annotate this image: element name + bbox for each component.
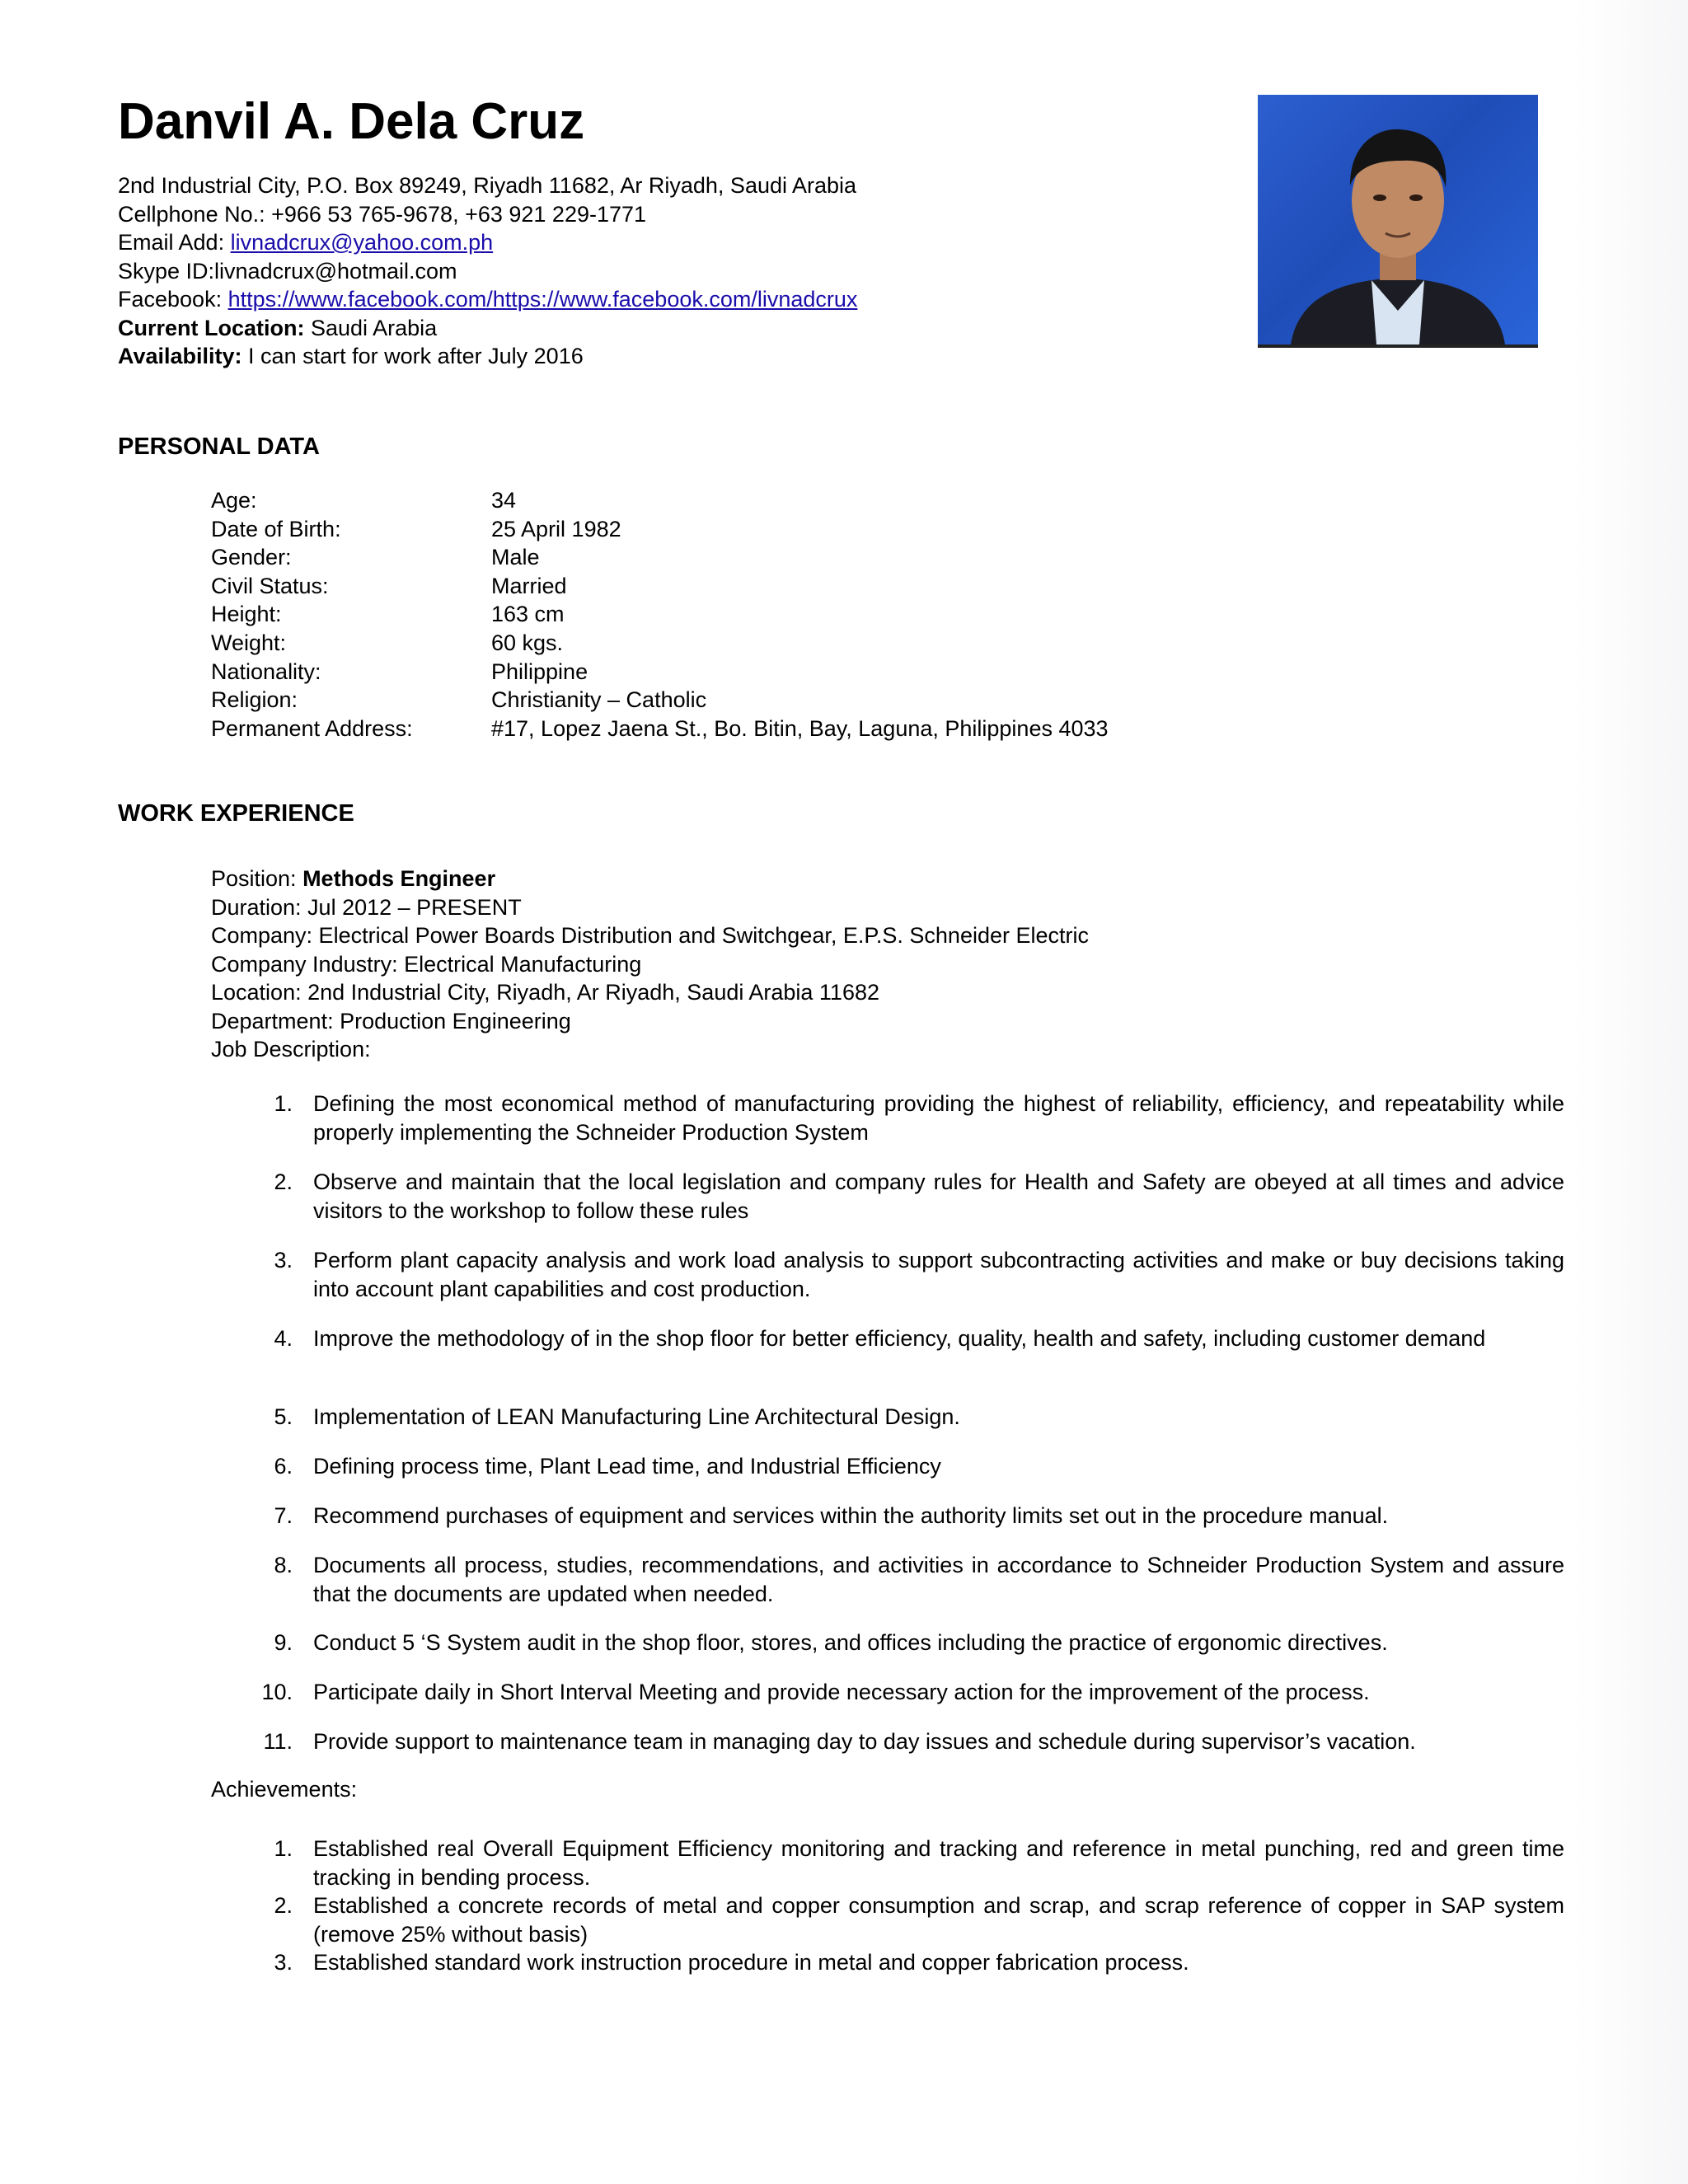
resume-header (118, 89, 1189, 371)
table-row (211, 686, 1109, 715)
item-number: 2. (274, 1169, 293, 1194)
item-text: Implementation of LEAN Manufacturing Line Architectural Design. (313, 1404, 960, 1429)
position-value: Methods Engineer (302, 866, 496, 891)
person-portrait-icon (1258, 95, 1538, 344)
achievements-label: Achievements: (211, 1777, 358, 1802)
item-text: Observe and maintain that the local legislation and company rules for Health and Safety are obeyed at all times and advice visitors to the workshop to follow these rules (313, 1169, 1564, 1223)
address: 2nd Industrial City, P.O. Box 89249, Riyadh 11682, Ar Riyadh, Saudi Arabia (118, 173, 857, 198)
job-description-label: Job Description: (211, 1037, 371, 1062)
profile-photo (1258, 95, 1538, 348)
table-row (211, 543, 1109, 572)
position-line (211, 865, 1571, 893)
list-item (274, 1551, 1564, 1608)
facebook-label: Facebook: (118, 287, 228, 312)
skype: Skype ID:livnadcrux@hotmail.com (118, 258, 457, 284)
list-item (274, 1090, 1564, 1146)
job-details (211, 865, 1571, 1064)
table-row (211, 572, 1109, 601)
table-row (211, 629, 1109, 658)
position-label: Position: (211, 866, 303, 891)
item-number: 11. (263, 1729, 293, 1754)
personal-data-table (211, 486, 1109, 743)
table-row (211, 658, 1109, 687)
company: Company: Electrical Power Boards Distribution and Switchgear, E.P.S. Schneider Electric (211, 923, 1089, 948)
current-location-value: Saudi Arabia (304, 315, 438, 340)
availability (118, 342, 1189, 371)
item-number: 6. (274, 1454, 293, 1479)
table-row (211, 715, 1109, 743)
item-number: 1. (274, 1091, 293, 1116)
list-item (261, 1678, 1564, 1707)
applicant-name: Danvil A. Dela Cruz (118, 93, 585, 150)
item-number: 1. (274, 1836, 293, 1861)
table-row (211, 600, 1109, 629)
list-item (274, 1629, 1564, 1657)
item-number: 8. (274, 1553, 293, 1577)
table-row (211, 486, 1109, 515)
item-number: 10. (261, 1680, 293, 1704)
field-value: #17, Lopez Jaena St., Bo. Bitin, Bay, Laguna, Philippines 4033 (491, 715, 1109, 741)
table-row (211, 515, 1109, 544)
field-label: Height: (211, 602, 282, 627)
list-item (263, 1727, 1564, 1756)
company-industry: Company Industry: Electrical Manufacturing (211, 951, 642, 977)
item-text: Improve the methodology of in the shop floor for better efficiency, quality, health and safety, including customer demand (313, 1326, 1486, 1351)
list-item (274, 1452, 1564, 1481)
field-value: Christianity – Catholic (491, 687, 707, 713)
list-item (274, 1246, 1564, 1303)
item-text: Defining process time, Plant Lead time, and Industrial Efficiency (313, 1454, 941, 1479)
field-value: Male (491, 545, 540, 570)
field-label: Gender: (211, 545, 292, 570)
item-text: Recommend purchases of equipment and services within the authority limits set out in the procedure manual. (313, 1503, 1389, 1528)
email-link[interactable]: livnadcrux@yahoo.com.ph (230, 230, 494, 255)
item-text: Provide support to maintenance team in managing day to day issues and schedule during supervisor’s vacation. (313, 1729, 1416, 1754)
field-value: 25 April 1982 (491, 516, 621, 541)
list-item (274, 1502, 1564, 1530)
item-text: Established standard work instruction procedure in metal and copper fabrication process. (313, 1950, 1189, 1975)
page-edge-shade (1573, 0, 1688, 2184)
field-label: Religion: (211, 687, 298, 713)
field-value: 60 kgs. (491, 630, 564, 655)
cellphone: Cellphone No.: +966 53 765-9678, +63 921 229-1771 (118, 201, 647, 227)
list-item (274, 1891, 1564, 1948)
job-location: Location: 2nd Industrial City, Riyadh, Ar Riyadh, Saudi Arabia 11682 (211, 980, 879, 1005)
list-item (274, 1403, 1564, 1432)
item-number: 3. (274, 1950, 293, 1975)
availability-value: I can start for work after July 2016 (241, 344, 584, 368)
item-text: Perform plant capacity analysis and work load analysis to support subcontracting activities and make or buy decisions taking into account plant capabilities and cost production. (313, 1248, 1564, 1301)
field-label: Nationality: (211, 658, 321, 684)
item-number: 3. (274, 1248, 293, 1272)
item-text: Participate daily in Short Interval Meeting and provide necessary action for the improvement of the process. (313, 1680, 1370, 1704)
field-value: 34 (491, 488, 517, 513)
email-line (118, 228, 1189, 257)
item-number: 7. (274, 1503, 293, 1528)
item-number: 9. (274, 1630, 293, 1655)
item-number: 4. (274, 1326, 293, 1351)
work-experience-heading: WORK EXPERIENCE (118, 800, 354, 827)
current-location-label: Current Location: (118, 315, 305, 340)
list-item (274, 1324, 1564, 1353)
item-text: Documents all process, studies, recommendations, and activities in accordance to Schneider Production System and assure that the documents are updated when needed. (313, 1553, 1564, 1606)
current-location (118, 314, 1189, 343)
field-value: 163 cm (491, 602, 565, 627)
field-value: Philippine (491, 658, 588, 684)
item-text: Defining the most economical method of manufacturing providing the highest of reliability, efficiency, and repeatability while properly implementing the Schneider Production System (313, 1091, 1564, 1145)
field-label: Civil Status: (211, 573, 329, 598)
personal-data-heading: PERSONAL DATA (118, 434, 320, 460)
availability-label: Availability: (118, 344, 242, 368)
list-item (274, 1168, 1564, 1225)
item-number: 2. (274, 1893, 293, 1918)
list-item (274, 1835, 1564, 1891)
item-number: 5. (274, 1404, 293, 1429)
email-label: Email Add: (118, 230, 231, 255)
field-label: Permanent Address: (211, 715, 413, 741)
item-text: Conduct 5 ‘S System audit in the shop floor, stores, and offices including the practice of ergonomic directives. (313, 1630, 1388, 1655)
field-value: Married (491, 573, 567, 598)
facebook-line (118, 285, 1189, 314)
field-label: Weight: (211, 630, 287, 655)
field-label: Date of Birth: (211, 516, 341, 541)
duration: Duration: Jul 2012 – PRESENT (211, 894, 522, 920)
item-text: Established real Overall Equipment Efficiency monitoring and tracking and reference in metal punching, red and green time tracking in bending process. (313, 1836, 1564, 1890)
field-label: Age: (211, 488, 257, 513)
list-item (274, 1948, 1564, 1977)
facebook-link[interactable]: https://www.facebook.com/https://www.facebook.com/livnadcrux (227, 287, 858, 312)
department: Department: Production Engineering (211, 1008, 571, 1033)
item-text: Established a concrete records of metal and copper consumption and scrap, and scrap reference of copper in SAP system (remove 25% without basis) (313, 1893, 1564, 1947)
